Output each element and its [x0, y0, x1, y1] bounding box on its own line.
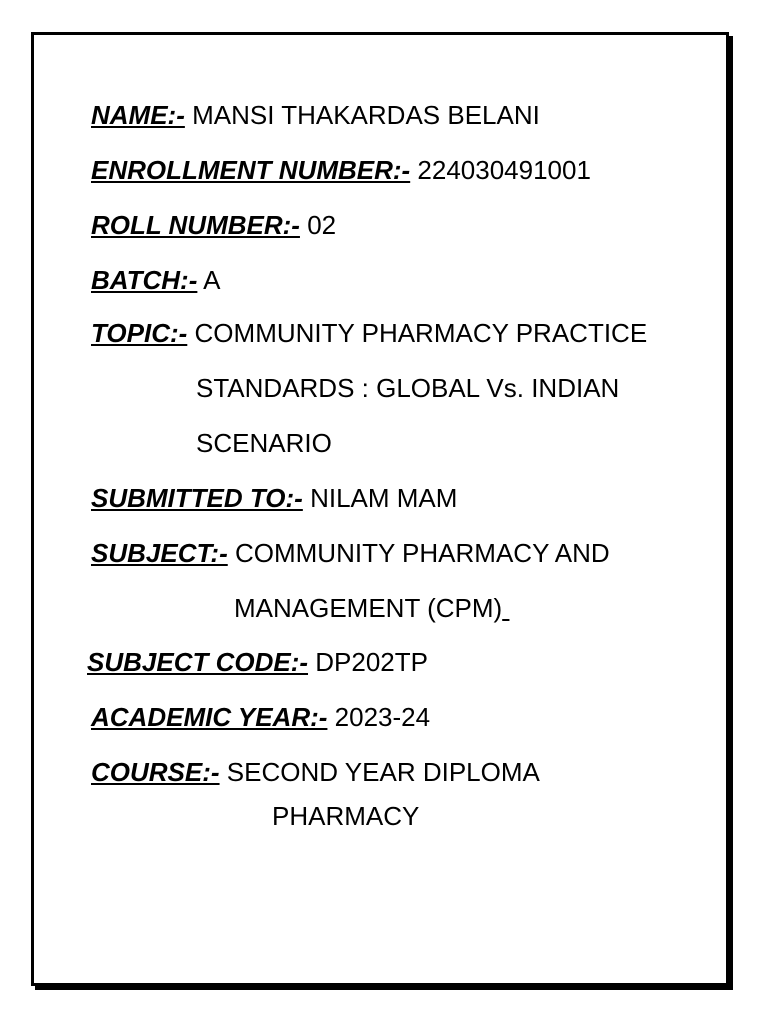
- subject-row: [91, 537, 610, 569]
- submitted-to-value: NILAM MAM: [310, 483, 458, 513]
- roll-label: ROLL NUMBER:-: [91, 210, 300, 240]
- submitted-to-label: SUBMITTED TO:-: [91, 483, 303, 513]
- submitted-to-row: [91, 482, 457, 514]
- topic-value-line2: STANDARDS : GLOBAL Vs. INDIAN: [196, 373, 620, 403]
- enrollment-value: 224030491001: [417, 155, 591, 185]
- subject-value-line2-row: [234, 592, 509, 624]
- course-value-line1: SECOND YEAR DIPLOMA: [226, 757, 540, 787]
- enrollment-row: [91, 154, 591, 186]
- topic-label: TOPIC:-: [91, 318, 188, 348]
- name-row: [91, 99, 540, 131]
- course-row: [91, 756, 540, 788]
- batch-value: A: [203, 265, 221, 295]
- subject-value-line2: MANAGEMENT (CPM): [234, 593, 503, 623]
- academic-year-value: 2023-24: [334, 702, 431, 732]
- academic-year-row: [91, 701, 430, 733]
- roll-value: 02: [307, 210, 337, 240]
- subject-label: SUBJECT:-: [91, 538, 228, 568]
- roll-row: [91, 209, 336, 241]
- batch-label: BATCH:-: [91, 265, 198, 295]
- course-value-line2: PHARMACY: [272, 801, 420, 831]
- subject-code-label: SUBJECT CODE:-: [87, 647, 309, 677]
- topic-value-line1: COMMUNITY PHARMACY PRACTICE: [194, 318, 648, 348]
- course-label: COURSE:-: [91, 757, 220, 787]
- enrollment-label: ENROLLMENT NUMBER:-: [91, 155, 411, 185]
- academic-year-label: ACADEMIC YEAR:-: [91, 702, 328, 732]
- name-label: NAME:-: [91, 100, 185, 130]
- subject-trailing-underline: [502, 593, 509, 623]
- subject-value-line1: COMMUNITY PHARMACY AND: [234, 538, 610, 568]
- topic-value-line3: SCENARIO: [196, 428, 332, 458]
- name-value: MANSI THAKARDAS BELANI: [192, 100, 540, 130]
- topic-row: [91, 317, 647, 349]
- subject-code-value: DP202TP: [315, 647, 428, 677]
- batch-row: [91, 264, 221, 296]
- subject-code-row: [87, 646, 428, 678]
